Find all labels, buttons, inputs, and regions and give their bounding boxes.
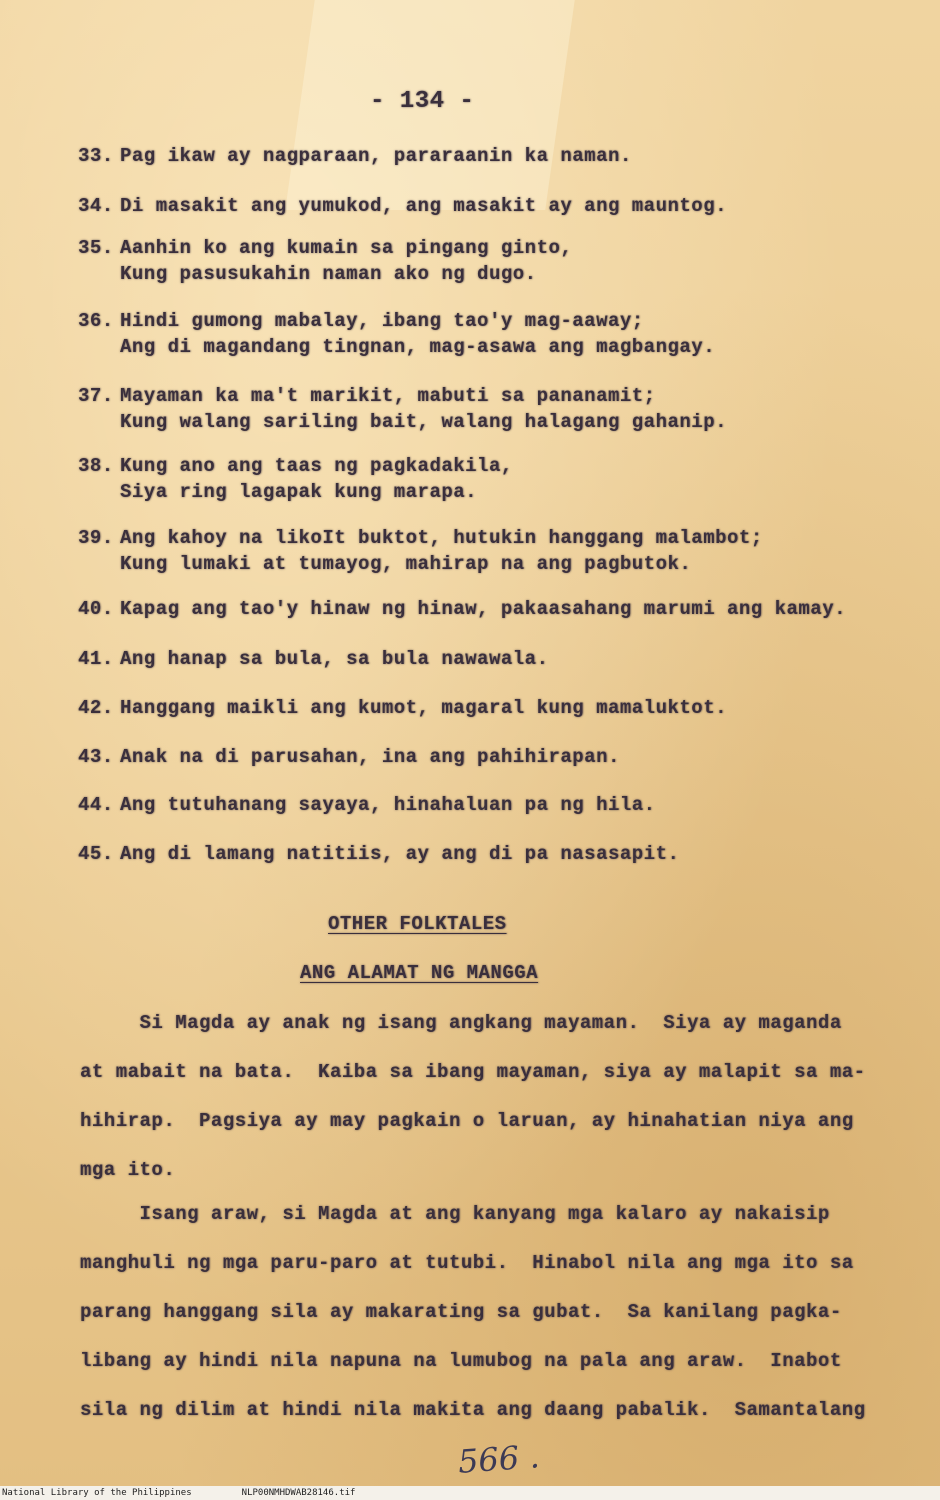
proverb-item: [78, 237, 572, 285]
proverb-line: Ang kahoy na likoIt buktot, hutukin hanggang malambot;: [120, 527, 763, 549]
proverb-line: Mayaman ka ma't marikit, mabuti sa pananamit;: [120, 385, 656, 407]
proverb-item: [78, 145, 632, 167]
proverb-line: Hanggang maikli ang kumot, magaral kung mamaluktot.: [120, 697, 727, 719]
proverb-number: 33.: [78, 145, 114, 167]
proverb-number: 44.: [78, 794, 114, 816]
proverb-line: Ang di lamang natitiis, ay ang di pa nasasapit.: [120, 843, 680, 865]
proverb-item: [78, 455, 513, 503]
proverb-line: Kapag ang tao'y hinaw ng hinaw, pakaasahang marumi ang kamay.: [120, 598, 847, 620]
paragraph-line: mga ito.: [80, 1159, 176, 1181]
footer-filename: NLP00NMHDWAB28146.tif: [241, 1488, 356, 1498]
proverb-line: Kung pasusukahin naman ako ng dugo.: [120, 263, 537, 285]
proverb-number: 39.: [78, 527, 114, 549]
handwritten-page-number: 566 .: [456, 1437, 541, 1481]
paragraph-line: at mabait na bata. Kaiba sa ibang mayaman, siya ay malapit sa ma-: [80, 1061, 866, 1083]
proverb-number: 42.: [78, 697, 114, 719]
paragraph-line: Isang araw, si Magda at ang kanyang mga kalaro ay nakaisip: [80, 1203, 830, 1225]
proverb-number: 36.: [78, 310, 114, 332]
section-title: OTHER FOLKTALES: [328, 913, 507, 935]
proverb-number: 35.: [78, 237, 114, 259]
story-title: ANG ALAMAT NG MANGGA: [300, 962, 539, 984]
proverb-number: 45.: [78, 843, 114, 865]
proverb-line: Ang hanap sa bula, sa bula nawawala.: [120, 648, 549, 670]
paragraph-line: parang hanggang sila ay makarating sa gubat. Sa kanilang pagka-: [80, 1301, 842, 1323]
proverb-item: [78, 697, 727, 719]
proverb-item: [78, 598, 846, 620]
proverb-number: 38.: [78, 455, 114, 477]
proverb-line: Kung lumaki at tumayog, mahirap na ang pagbutok.: [120, 553, 692, 575]
paragraph-line: manghuli ng mga paru-paro at tutubi. Hinabol nila ang mga ito sa: [80, 1252, 854, 1274]
paragraph-line: libang ay hindi nila napuna na lumubog na pala ang araw. Inabot: [80, 1350, 842, 1372]
proverb-line: Kung ano ang taas ng pagkadakila,: [120, 455, 513, 477]
paragraph-line: Si Magda ay anak ng isang angkang mayaman. Siya ay maganda: [80, 1012, 842, 1034]
proverb-item: [78, 527, 763, 575]
proverb-line: Aanhin ko ang kumain sa pingang ginto,: [120, 237, 573, 259]
proverb-item: [78, 794, 656, 816]
proverb-number: 34.: [78, 195, 114, 217]
proverb-item: [78, 746, 620, 768]
scan-footer: [0, 1486, 940, 1500]
footer-library: National Library of the Philippines: [2, 1488, 192, 1498]
proverb-line: Anak na di parusahan, ina ang pahihirapan.: [120, 746, 620, 768]
proverb-item: [78, 195, 727, 217]
paragraph: [80, 1012, 866, 1208]
proverb-number: 37.: [78, 385, 114, 407]
paragraph-line: sila ng dilim at hindi nila makita ang daang pabalik. Samantalang: [80, 1399, 866, 1421]
proverb-number: 43.: [78, 746, 114, 768]
proverb-line: Kung walang sariling bait, walang halagang gahanip.: [120, 411, 727, 433]
paragraph: [80, 1203, 866, 1448]
page-number: - 134 -: [370, 88, 475, 115]
proverb-item: [78, 385, 727, 433]
proverb-line: Di masakit ang yumukod, ang masakit ay ang mauntog.: [120, 195, 727, 217]
paragraph-line: hihirap. Pagsiya ay may pagkain o laruan, ay hinahatian niya ang: [80, 1110, 854, 1132]
proverb-line: Ang tutuhanang sayaya, hinahaluan pa ng hila.: [120, 794, 656, 816]
proverb-item: [78, 648, 548, 670]
proverb-line: Siya ring lagapak kung marapa.: [120, 481, 478, 503]
proverb-line: Hindi gumong mabalay, ibang tao'y mag-aaway;: [120, 310, 644, 332]
proverb-number: 41.: [78, 648, 114, 670]
proverb-line: Pag ikaw ay nagparaan, pararaanin ka naman.: [120, 145, 632, 167]
proverb-item: [78, 843, 679, 865]
proverb-line: Ang di magandang tingnan, mag-asawa ang magbangay.: [120, 336, 716, 358]
proverb-item: [78, 310, 715, 358]
proverb-number: 40.: [78, 598, 114, 620]
